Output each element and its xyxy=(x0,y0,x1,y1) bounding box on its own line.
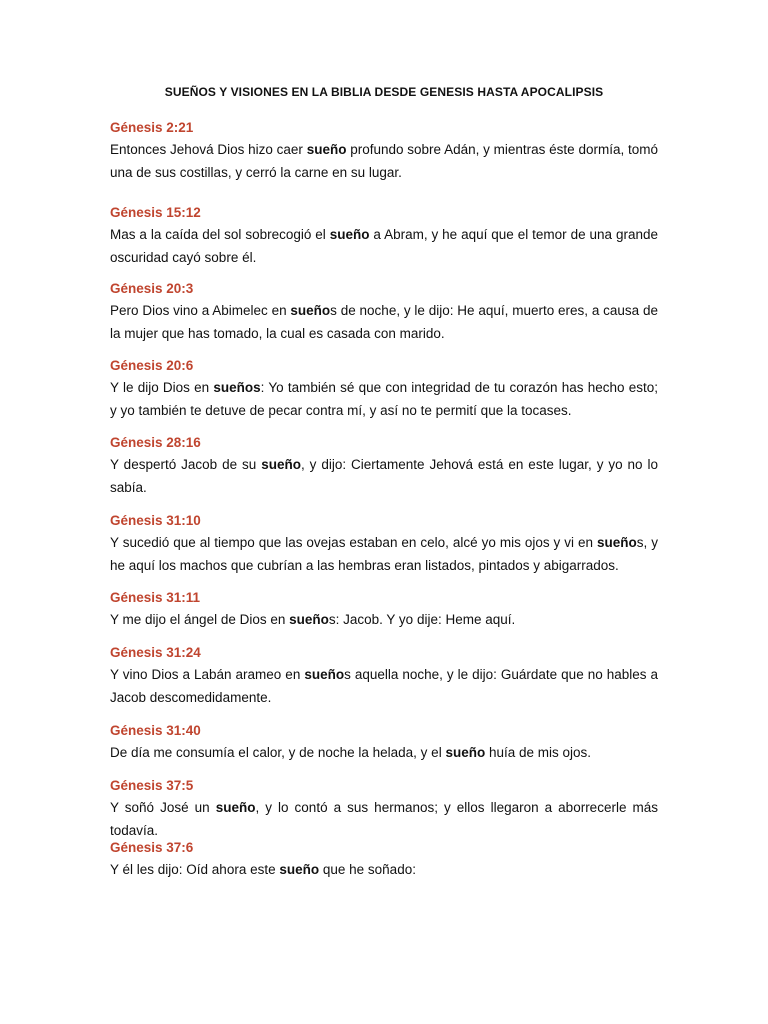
verse-text-segment: s de noche, y le dijo: He aquí, muerto eres, a causa de la mujer que has tomado, la cual es casada con marido. xyxy=(110,303,658,341)
verse-text-segment: s, y he aquí los machos que cubrían a las hembras eran listados, pintados y abigarrados. xyxy=(110,535,658,573)
verse-text xyxy=(110,664,658,709)
verse-reference: Génesis 31:40 xyxy=(110,723,201,738)
verse-text xyxy=(110,609,658,632)
verse-text xyxy=(110,300,658,345)
verse-text-segment: Y me dijo el ángel de Dios en xyxy=(110,612,290,627)
verse-text-segment: Pero Dios vino a Abimelec en xyxy=(110,303,291,318)
highlighted-word: sueño xyxy=(304,667,345,682)
verse-text xyxy=(110,454,658,499)
highlighted-word: sueños xyxy=(213,380,261,395)
verse-reference: Génesis 31:10 xyxy=(110,513,201,528)
document-title: SUEÑOS Y VISIONES EN LA BIBLIA DESDE GENESIS HASTA APOCALIPSIS xyxy=(164,85,604,99)
verse-entry xyxy=(110,432,658,499)
verse-entry xyxy=(110,355,658,422)
highlighted-word: sueño xyxy=(279,862,320,877)
verse-text-segment: , y lo contó a sus hermanos; y ellos llegaron a aborrecerle más todavía. xyxy=(110,800,658,838)
verse-text-segment: Y soñó José un xyxy=(110,800,216,815)
verse-entry xyxy=(110,510,658,577)
verse-text-segment: Y vino Dios a Labán arameo en xyxy=(110,667,305,682)
highlighted-word: sueño xyxy=(290,303,331,318)
verse-text-segment: Y despertó Jacob de su xyxy=(110,457,262,472)
highlighted-word: sueño xyxy=(289,612,329,627)
verse-text xyxy=(110,377,658,422)
verse-text-segment: Y le dijo Dios en xyxy=(110,380,214,395)
verse-entry xyxy=(110,837,658,882)
verse-text-segment: : Yo también sé que con integridad de tu corazón has hecho esto; y yo también te detuve de pecar contra mí, y así no te permití que la tocases. xyxy=(110,380,659,418)
highlighted-word: sueño xyxy=(597,535,637,550)
verse-text-segment: profundo sobre Adán, y mientras éste dormía, tomó una de sus costillas, y cerró la carne en su lugar. xyxy=(110,142,658,180)
highlighted-word: sueño xyxy=(261,457,301,472)
verse-text-segment: , y dijo: Ciertamente Jehová está en este lugar, y yo no lo sabía. xyxy=(110,457,658,495)
verse-reference: Génesis 31:11 xyxy=(110,590,201,605)
verse-text-segment: que he soñado: xyxy=(319,862,416,877)
verse-reference: Génesis 20:6 xyxy=(110,358,194,373)
verse-entry xyxy=(110,278,658,345)
verse-entry xyxy=(110,720,658,765)
verse-entry xyxy=(110,587,658,632)
verse-text-segment: s aquella noche, y le dijo: Guárdate que no hables a Jacob descomedidamente. xyxy=(110,667,658,705)
verse-text-segment: De día me consumía el calor, y de noche la helada, y el xyxy=(110,745,446,760)
verse-text xyxy=(110,532,658,577)
verse-reference: Génesis 20:3 xyxy=(110,281,194,296)
verse-text xyxy=(110,859,658,882)
verse-reference: Génesis 37:6 xyxy=(110,840,194,855)
verse-text-segment: Y él les dijo: Oíd ahora este xyxy=(110,862,280,877)
verse-reference: Génesis 28:16 xyxy=(110,435,201,450)
highlighted-word: sueño xyxy=(329,227,370,242)
highlighted-word: sueño xyxy=(306,142,347,157)
verse-reference: Génesis 37:5 xyxy=(110,778,194,793)
verse-reference: Génesis 15:12 xyxy=(110,205,201,220)
verse-text-segment: Y sucedió que al tiempo que las ovejas estaban en celo, alcé yo mis ojos y vi en xyxy=(110,535,597,550)
verse-text-segment: a Abram, y he aquí que el temor de una grande oscuridad cayó sobre él. xyxy=(110,227,658,265)
verse-text-segment: Entonces Jehová Dios hizo caer xyxy=(110,142,307,157)
verse-reference: Génesis 2:21 xyxy=(110,120,194,135)
verse-text xyxy=(110,742,658,765)
verse-text xyxy=(110,139,658,184)
verse-entry xyxy=(110,642,658,709)
verse-entry xyxy=(110,117,658,184)
verse-text-segment: huía de mis ojos. xyxy=(485,745,592,760)
highlighted-word: sueño xyxy=(445,745,486,760)
verse-text xyxy=(110,224,658,269)
verse-text-segment: s: Jacob. Y yo dije: Heme aquí. xyxy=(328,612,516,627)
verse-entry xyxy=(110,775,658,842)
verse-reference: Génesis 31:24 xyxy=(110,645,201,660)
verse-text xyxy=(110,797,658,842)
highlighted-word: sueño xyxy=(215,800,256,815)
verse-entry xyxy=(110,202,658,269)
verse-text-segment: Mas a la caída del sol sobrecogió el xyxy=(110,227,330,242)
